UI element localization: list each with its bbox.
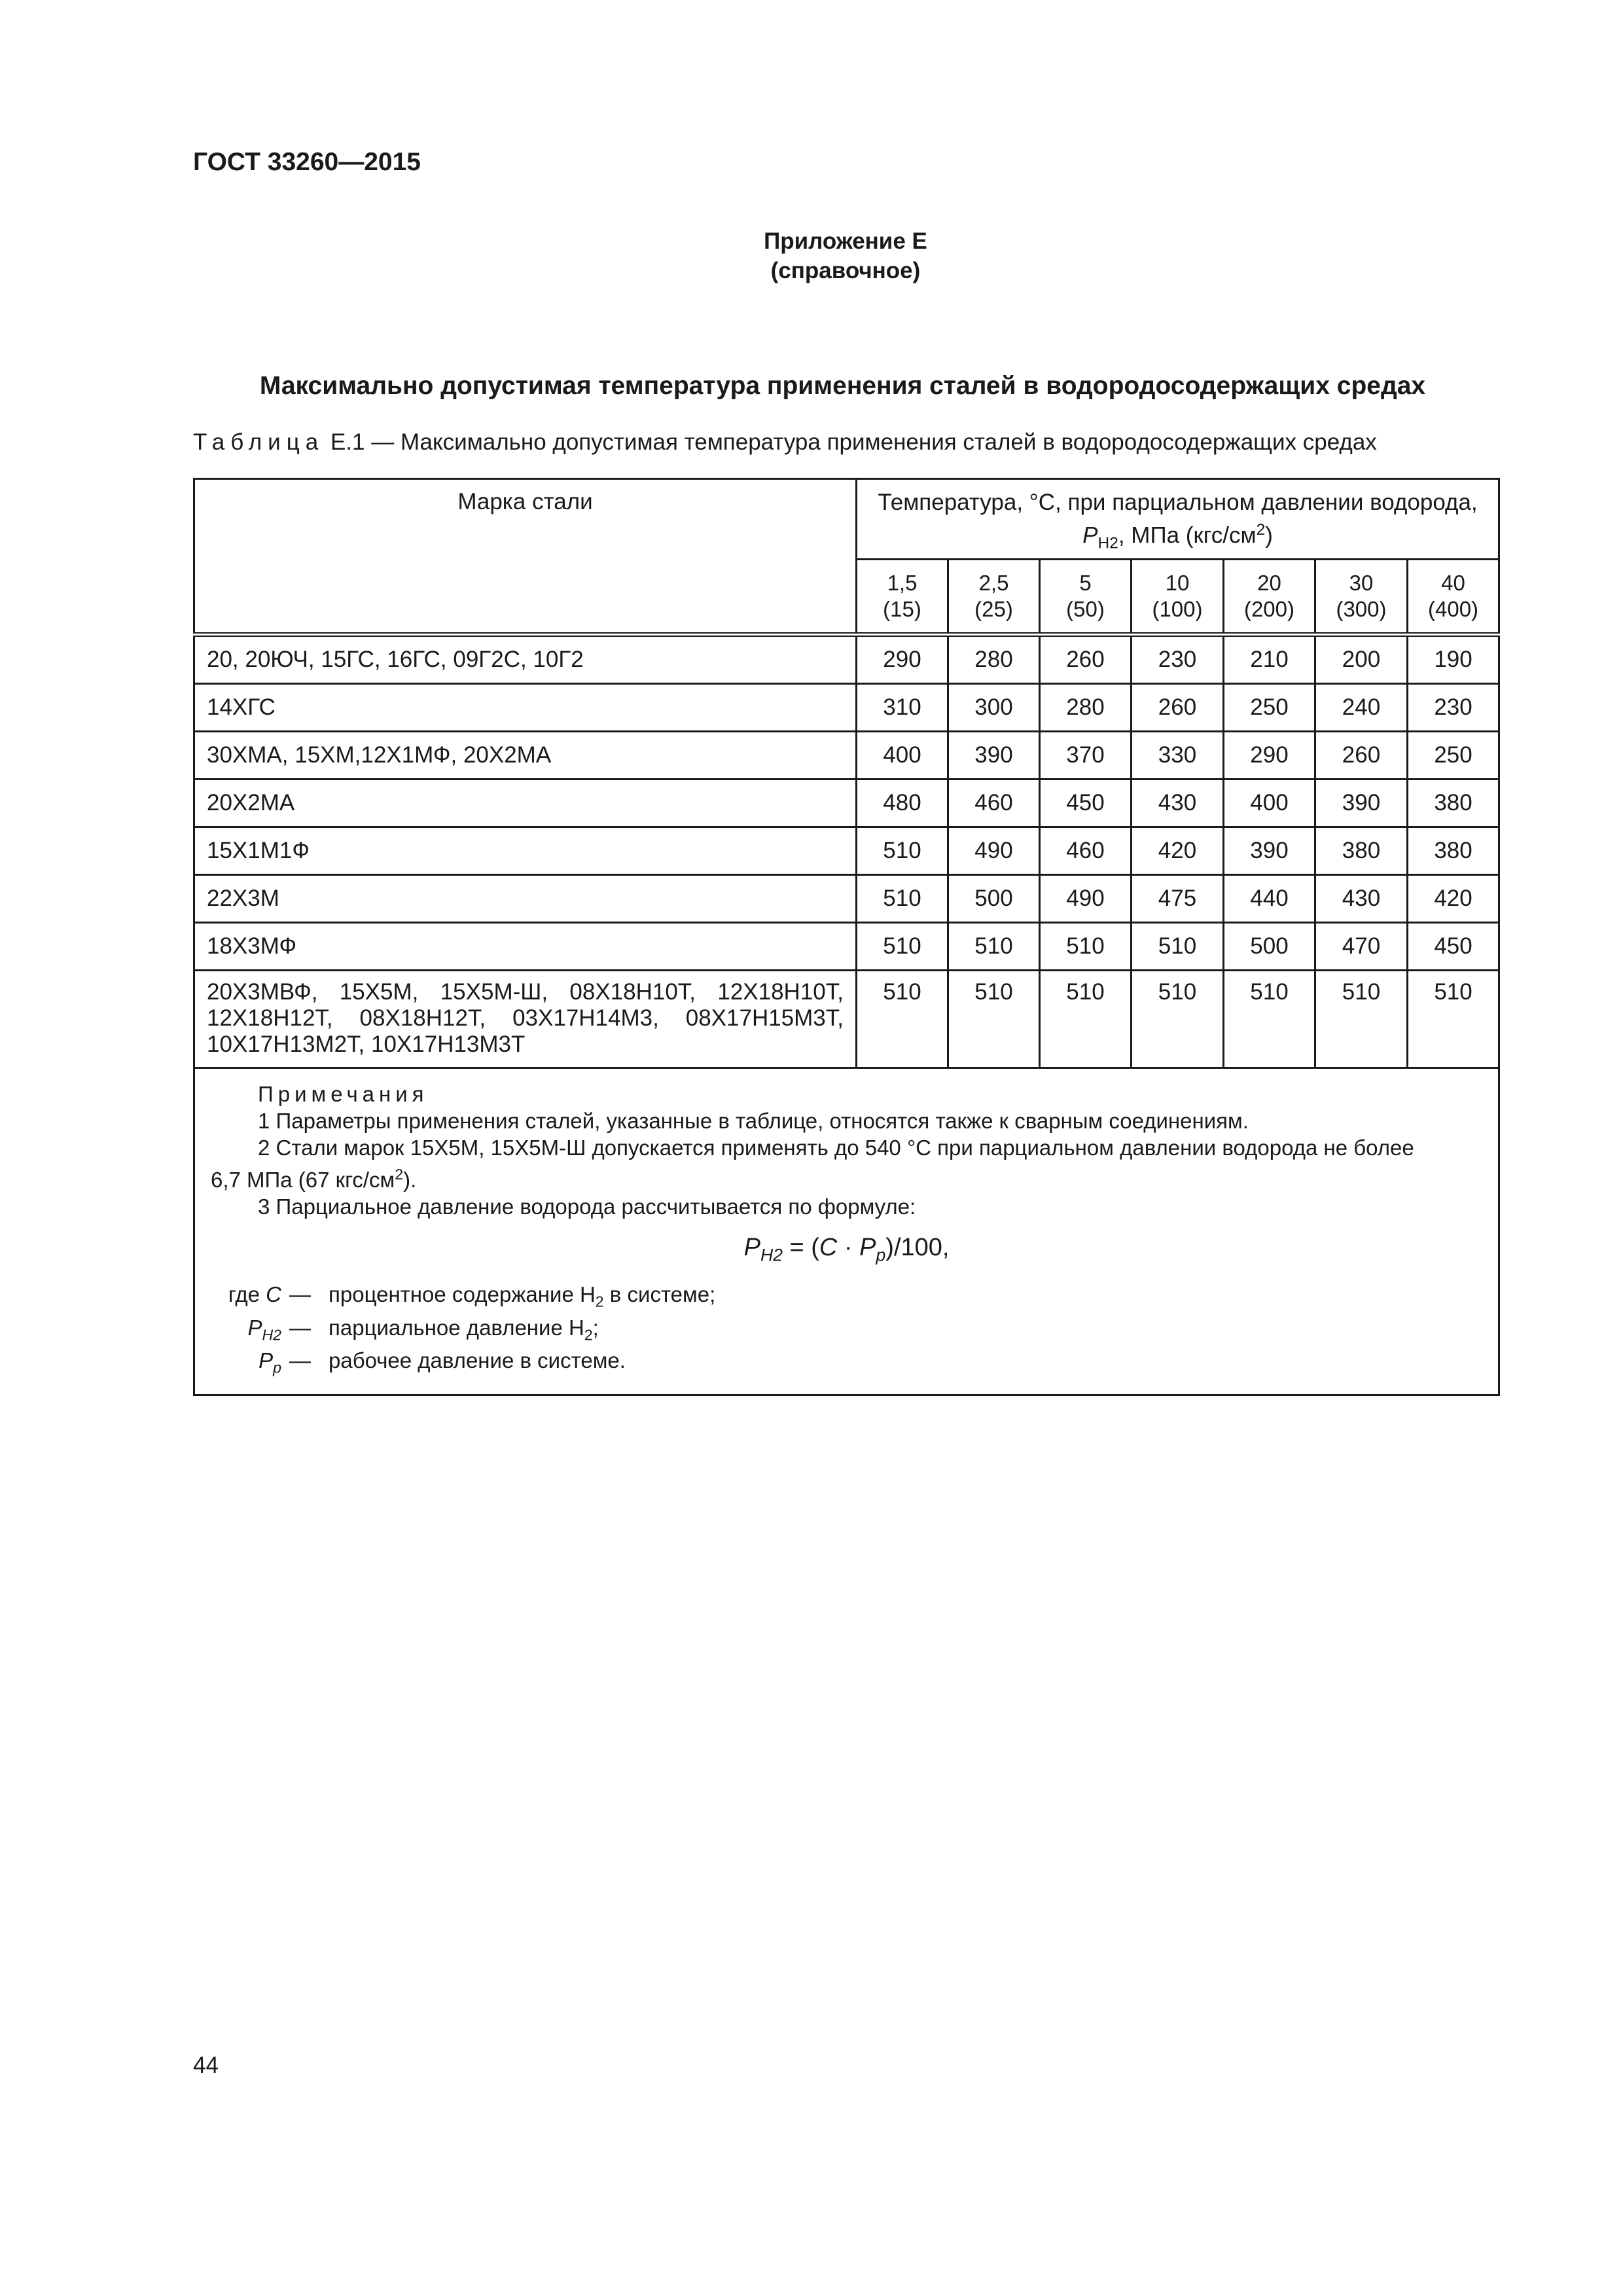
temperature-cell: 380 xyxy=(1408,827,1499,874)
formula-pp: P xyxy=(859,1233,876,1261)
steel-grade-cell: 30ХМА, 15ХМ,12Х1МФ, 20Х2МА xyxy=(194,731,857,779)
legend-prefix: где xyxy=(228,1282,266,1307)
steel-grade-cell: 20, 20ЮЧ, 15ГС, 16ГС, 09Г2С, 10Г2 xyxy=(194,634,857,683)
temperature-cell: 500 xyxy=(1224,922,1315,970)
legend-text-tail: ; xyxy=(592,1315,599,1340)
temperature-cell: 490 xyxy=(1040,874,1132,922)
pressure-header-cell xyxy=(1408,559,1499,634)
steel-temperature-table xyxy=(193,478,1500,1396)
legend-dash: — xyxy=(289,1282,311,1307)
temperature-cell: 210 xyxy=(1224,634,1315,683)
temperature-cell: 380 xyxy=(1408,779,1499,827)
temperature-cell: 460 xyxy=(1040,827,1132,874)
column-header-temperature xyxy=(857,479,1499,560)
table-row xyxy=(194,779,1499,827)
appendix-label: Приложение Е xyxy=(764,228,927,254)
legend-symbol xyxy=(211,1282,289,1315)
table-row xyxy=(194,634,1499,683)
note-2-part2 xyxy=(211,1161,1482,1193)
table-caption xyxy=(193,429,1495,456)
appendix-heading xyxy=(0,226,1623,285)
temperature-cell: 510 xyxy=(1315,970,1408,1067)
legend-text xyxy=(329,1315,1482,1348)
temperature-cell: 370 xyxy=(1040,731,1132,779)
temperature-header-symbol: P xyxy=(1082,522,1098,548)
pressure-header-cell xyxy=(857,559,948,634)
temperature-cell: 310 xyxy=(857,683,948,731)
legend-symbol-letter: C xyxy=(266,1282,281,1307)
pressure-mpa: 2,5 xyxy=(978,570,1009,595)
pressure-kgf: (50) xyxy=(1066,596,1105,621)
temperature-cell: 510 xyxy=(1408,970,1499,1067)
legend-text-main: процентное содержание Н xyxy=(329,1282,596,1307)
document-code: ГОСТ 33260—2015 xyxy=(193,148,421,176)
temperature-cell: 510 xyxy=(857,922,948,970)
temperature-cell: 510 xyxy=(1132,970,1224,1067)
temperature-header-superscript: 2 xyxy=(1256,521,1266,539)
legend-symbol-letter: P xyxy=(247,1315,262,1340)
pressure-mpa: 20 xyxy=(1257,570,1281,595)
pressure-mpa: 10 xyxy=(1165,570,1190,595)
temperature-cell: 510 xyxy=(948,922,1040,970)
legend-symbol-subscript: p xyxy=(273,1359,281,1377)
legend-symbol-letter: P xyxy=(259,1348,274,1373)
table-row xyxy=(194,874,1499,922)
appendix-type: (справочное) xyxy=(770,258,921,283)
temperature-cell: 510 xyxy=(857,874,948,922)
pressure-kgf: (100) xyxy=(1152,596,1203,621)
temperature-cell: 250 xyxy=(1224,683,1315,731)
temperature-cell: 200 xyxy=(1315,634,1408,683)
formula-c: C xyxy=(819,1233,838,1261)
temperature-cell: 330 xyxy=(1132,731,1224,779)
note-2-superscript: 2 xyxy=(395,1165,404,1183)
formula-p: P xyxy=(743,1233,760,1261)
note-1: 1 Параметры применения сталей, указанные в таблице, относятся также к сварным соединениям. xyxy=(258,1108,1249,1133)
temperature-cell: 230 xyxy=(1408,683,1499,731)
temperature-cell: 280 xyxy=(1040,683,1132,731)
steel-grade-cell: 15Х1М1Ф xyxy=(194,827,857,874)
pressure-mpa: 30 xyxy=(1349,570,1374,595)
temperature-cell: 450 xyxy=(1040,779,1132,827)
legend-symbol-subscript: H2 xyxy=(262,1326,281,1344)
temperature-cell: 430 xyxy=(1315,874,1408,922)
partial-pressure-formula xyxy=(211,1234,1482,1269)
page-number: 44 xyxy=(193,2053,219,2078)
pressure-kgf: (25) xyxy=(974,596,1013,621)
table-row xyxy=(194,922,1499,970)
temperature-cell: 470 xyxy=(1315,922,1408,970)
pressure-mpa: 40 xyxy=(1441,570,1465,595)
temperature-cell: 510 xyxy=(1224,970,1315,1067)
formula-dot: · xyxy=(837,1233,860,1261)
temperature-header-unit: , МПа (кгс/см xyxy=(1118,522,1257,548)
temperature-cell: 460 xyxy=(948,779,1040,827)
temperature-cell: 510 xyxy=(1040,970,1132,1067)
temperature-cell: 230 xyxy=(1132,634,1224,683)
legend-text-tail: в системе; xyxy=(603,1282,716,1307)
pressure-header-cell xyxy=(1224,559,1315,634)
temperature-cell: 380 xyxy=(1315,827,1408,874)
column-header-grade: Марка стали xyxy=(194,479,857,635)
temperature-cell: 490 xyxy=(948,827,1040,874)
legend-dash: — xyxy=(289,1348,311,1373)
pressure-kgf: (300) xyxy=(1336,596,1387,621)
temperature-cell: 450 xyxy=(1408,922,1499,970)
temperature-cell: 500 xyxy=(948,874,1040,922)
table-row xyxy=(194,827,1499,874)
table-caption-text: Е.1 — Максимально допустимая температура применения сталей в водородосодержащих средах xyxy=(324,429,1377,455)
note-2-close: ). xyxy=(403,1167,417,1192)
steel-grade-cell: 20Х3МВФ, 15Х5М, 15Х5М-Ш, 08Х18Н10Т, 12Х18Н10Т, 12Х18Н12Т, 08Х18Н12Т, 03Х17Н14М3, 08Х17Н15М3Т, 10Х17Н13М2Т, 10Х17Н13М3Т xyxy=(194,970,857,1067)
legend-symbol xyxy=(211,1315,289,1348)
pressure-kgf: (200) xyxy=(1243,596,1295,621)
legend-text xyxy=(329,1282,1482,1315)
pressure-header-cell xyxy=(1132,559,1224,634)
table-caption-word: Таблица xyxy=(193,429,325,455)
temperature-cell: 475 xyxy=(1132,874,1224,922)
temperature-cell: 440 xyxy=(1224,874,1315,922)
steel-grade-cell: 18Х3МФ xyxy=(194,922,857,970)
pressure-header-cell xyxy=(1315,559,1408,634)
notes-heading: Примечания xyxy=(258,1081,429,1106)
legend-text-subscript: 2 xyxy=(595,1293,604,1310)
formula-legend xyxy=(211,1282,1482,1381)
pressure-header-cell xyxy=(1040,559,1132,634)
page-title: Максимально допустимая температура применения сталей в водородосодержащих средах xyxy=(259,372,1426,400)
pressure-kgf: (15) xyxy=(883,596,921,621)
temperature-cell: 510 xyxy=(948,970,1040,1067)
temperature-cell: 260 xyxy=(1315,731,1408,779)
temperature-cell: 390 xyxy=(948,731,1040,779)
temperature-cell: 510 xyxy=(857,970,948,1067)
temperature-cell: 510 xyxy=(857,827,948,874)
table-row xyxy=(194,731,1499,779)
steel-grade-cell: 20Х2МА xyxy=(194,779,857,827)
temperature-cell: 420 xyxy=(1132,827,1224,874)
steel-grade-cell: 22Х3М xyxy=(194,874,857,922)
temperature-cell: 300 xyxy=(948,683,1040,731)
temperature-cell: 390 xyxy=(1315,779,1408,827)
legend-text-main: рабочее давление в системе. xyxy=(329,1348,626,1373)
temperature-header-line1: Температура, °С, при парциальном давлении водорода, xyxy=(878,490,1478,515)
temperature-cell: 260 xyxy=(1132,683,1224,731)
temperature-header-subscript: Н2 xyxy=(1097,534,1118,552)
note-2-text: 6,7 МПа (67 кгс/см xyxy=(211,1167,395,1192)
temperature-cell: 400 xyxy=(1224,779,1315,827)
formula-p-sub: H2 xyxy=(760,1245,783,1265)
temperature-cell: 510 xyxy=(1040,922,1132,970)
temperature-header-close: ) xyxy=(1265,522,1273,548)
table-body xyxy=(194,634,1499,1067)
note-3: 3 Парциальное давление водорода рассчитывается по формуле: xyxy=(258,1194,916,1219)
temperature-cell: 510 xyxy=(1132,922,1224,970)
formula-pp-sub: p xyxy=(876,1245,886,1265)
legend-symbol xyxy=(211,1348,289,1381)
legend-text-main: парциальное давление Н xyxy=(329,1315,584,1340)
temperature-cell: 260 xyxy=(1040,634,1132,683)
temperature-cell: 240 xyxy=(1315,683,1408,731)
pressure-mpa: 1,5 xyxy=(887,570,918,595)
temperature-cell: 390 xyxy=(1224,827,1315,874)
temperature-cell: 290 xyxy=(1224,731,1315,779)
note-2-part1: 2 Стали марок 15Х5М, 15Х5М-Ш допускается применять до 540 °С при парциальном давлении водорода не более xyxy=(258,1135,1414,1160)
temperature-cell: 430 xyxy=(1132,779,1224,827)
temperature-cell: 420 xyxy=(1408,874,1499,922)
temperature-cell: 280 xyxy=(948,634,1040,683)
temperature-cell: 480 xyxy=(857,779,948,827)
temperature-cell: 400 xyxy=(857,731,948,779)
legend-text-subscript: 2 xyxy=(584,1326,593,1344)
pressure-mpa: 5 xyxy=(1079,570,1092,595)
formula-eq: = ( xyxy=(782,1233,819,1261)
pressure-kgf: (400) xyxy=(1428,596,1479,621)
temperature-cell: 190 xyxy=(1408,634,1499,683)
table-notes xyxy=(194,1067,1499,1395)
temperature-cell: 290 xyxy=(857,634,948,683)
pressure-header-cell xyxy=(948,559,1040,634)
formula-tail: )/100, xyxy=(885,1233,950,1261)
temperature-cell: 250 xyxy=(1408,731,1499,779)
steel-grade-cell: 14ХГС xyxy=(194,683,857,731)
legend-text xyxy=(329,1348,1482,1381)
legend-dash: — xyxy=(289,1315,311,1340)
table-row xyxy=(194,683,1499,731)
table-row xyxy=(194,970,1499,1067)
